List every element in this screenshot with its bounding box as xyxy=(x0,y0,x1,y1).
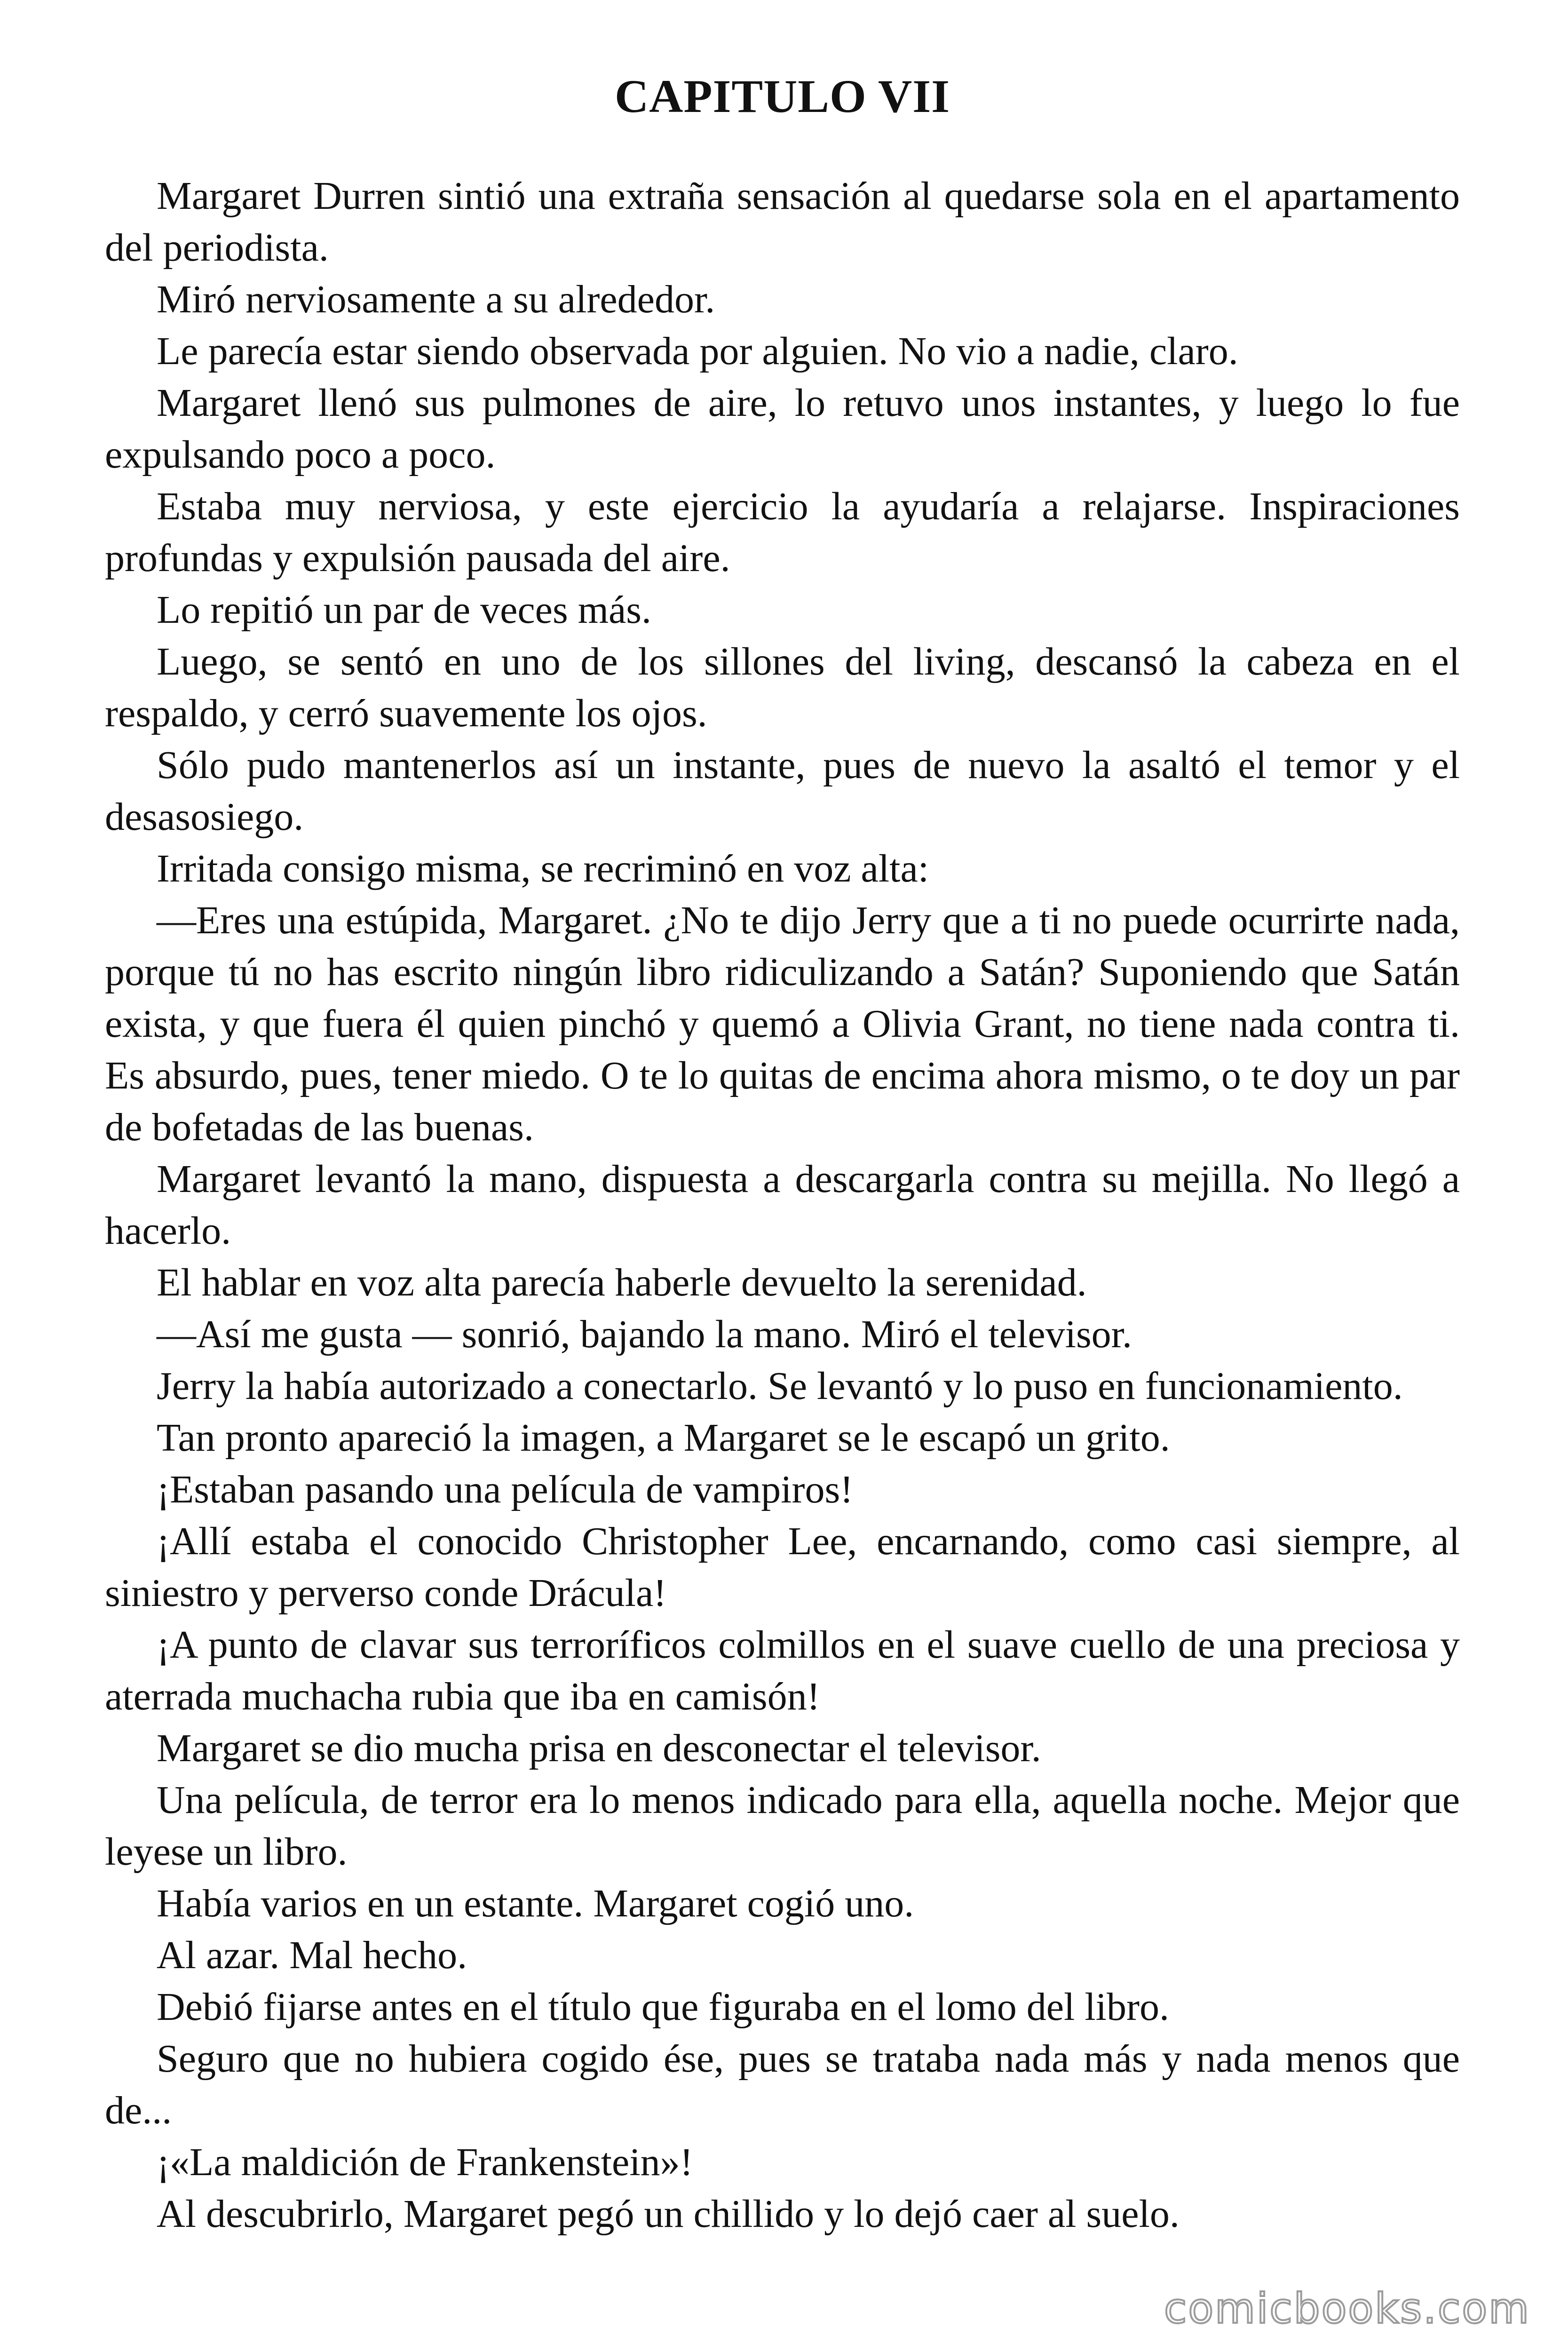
paragraph: —Así me gusta — sonrió, bajando la mano. Miró el televisor. xyxy=(157,1312,1132,1356)
paragraph: Margaret llenó sus pulmones de aire, lo retuvo unos instantes, y luego lo fue expulsando poco a poco. xyxy=(105,381,1460,477)
chapter-body xyxy=(105,170,1460,2240)
watermark: comicbooks.com xyxy=(1164,2284,1530,2333)
paragraph: Había varios en un estante. Margaret cogió uno. xyxy=(157,1882,914,1925)
paragraph: ¡«La maldición de Frankenstein»! xyxy=(157,2140,693,2184)
paragraph: ¡A punto de clavar sus terroríficos colmillos en el suave cuello de una preciosa y aterrada muchacha rubia que iba en camisón! xyxy=(105,1623,1460,1718)
paragraph: Al azar. Mal hecho. xyxy=(157,1933,467,1977)
paragraph: Estaba muy nerviosa, y este ejercicio la ayudaría a relajarse. Inspiraciones profundas y expulsión pausada del aire. xyxy=(105,485,1460,580)
paragraph: Una película, de terror era lo menos indicado para ella, aquella noche. Mejor que leyese un libro. xyxy=(105,1778,1460,1874)
paragraph: Luego, se sentó en uno de los sillones del living, descansó la cabeza en el respaldo, y cerró suavemente los ojos. xyxy=(105,640,1460,735)
paragraph: Le parecía estar siendo observada por alguien. No vio a nadie, claro. xyxy=(157,329,1238,373)
paragraph: ¡Allí estaba el conocido Christopher Lee, encarnando, como casi siempre, al siniestro y perverso conde Drácula! xyxy=(105,1519,1460,1615)
paragraph: Seguro que no hubiera cogido ése, pues se trataba nada más y nada menos que de... xyxy=(105,2037,1460,2132)
paragraph: Debió fijarse antes en el título que figuraba en el lomo del libro. xyxy=(157,1985,1169,2029)
chapter-title: CAPITULO VII xyxy=(614,70,950,122)
paragraph: Al descubrirlo, Margaret pegó un chillido y lo dejó caer al suelo. xyxy=(157,2192,1180,2236)
paragraph: Margaret se dio mucha prisa en desconectar el televisor. xyxy=(157,1726,1041,1770)
paragraph: Jerry la había autorizado a conectarlo. Se levantó y lo puso en funcionamiento. xyxy=(157,1364,1403,1408)
paragraph: ¡Estaban pasando una película de vampiros! xyxy=(157,1468,854,1511)
paragraph: Irritada consigo misma, se recriminó en voz alta: xyxy=(157,847,929,890)
paragraph: —Eres una estúpida, Margaret. ¿No te dijo Jerry que a ti no puede ocurrirte nada, porque tú no has escrito ningún libro ridiculizando a Satán? Suponiendo que Satán exista, y que fuera él quien pinchó y quemó a Olivia Grant, no tiene nada contra ti. Es absurdo, pues, tener miedo. O te lo quitas de encima ahora mismo, o te doy un par de bofetadas de las buenas. xyxy=(105,898,1460,1149)
paragraph: Margaret levantó la mano, dispuesta a descargarla contra su mejilla. No llegó a hacerlo. xyxy=(105,1157,1460,1253)
paragraph: El hablar en voz alta parecía haberle devuelto la serenidad. xyxy=(157,1261,1087,1304)
paragraph: Sólo pudo mantenerlos así un instante, pues de nuevo la asaltó el temor y el desasosiego. xyxy=(105,743,1460,839)
paragraph: Miró nerviosamente a su alrededor. xyxy=(157,278,715,321)
paragraph: Tan pronto apareció la imagen, a Margaret se le escapó un grito. xyxy=(157,1416,1170,1460)
paragraph: Lo repitió un par de veces más. xyxy=(157,588,651,632)
paragraph: Margaret Durren sintió una extraña sensación al quedarse sola en el apartamento del periodista. xyxy=(105,174,1460,270)
